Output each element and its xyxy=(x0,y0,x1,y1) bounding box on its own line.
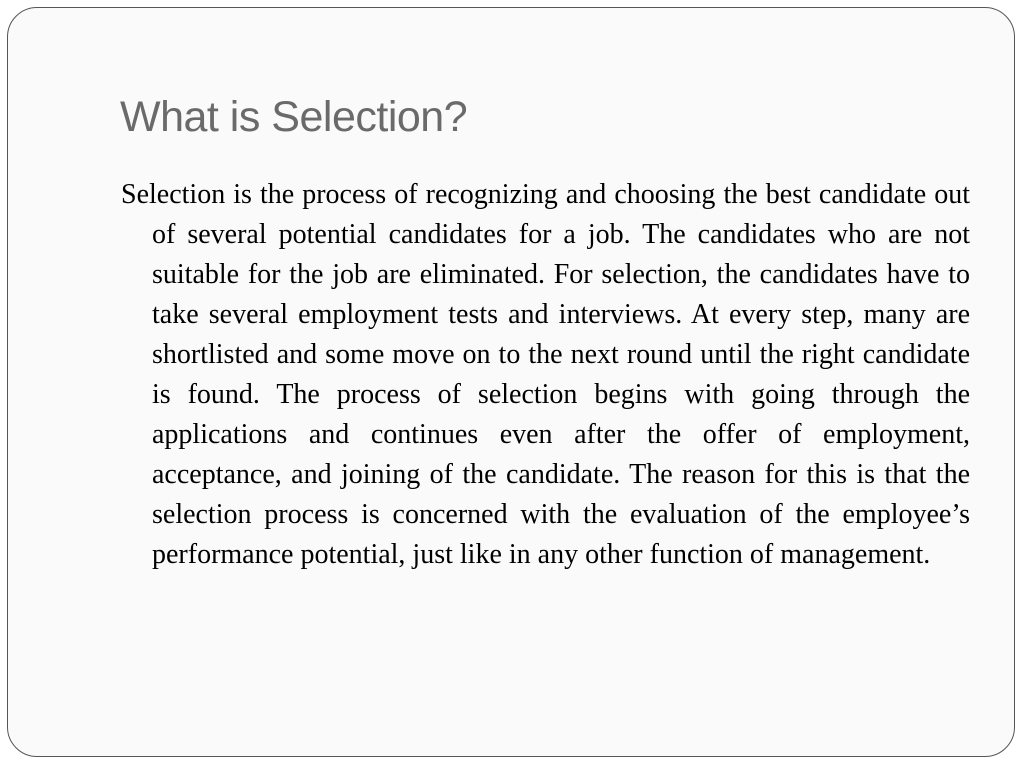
slide-body-text: Selection is the process of recognizing and choosing the best candidate out of several potential candidates for a job. The candidates who are not suitable for the job are eliminated. For selection, the candidates have to take several employment tests and interviews. At every step, many are shortlisted and some move on to the next round until the right candidate is found. The process of selection begins with going through the applications and continues even after the offer of employment, acceptance, and joining of the candidate. The reason for this is that the selection process is concerned with the evaluation of the employee’s performance potential, just like in any other function of management. xyxy=(121,179,970,570)
slide-frame xyxy=(7,7,1015,757)
slide-title: What is Selection? xyxy=(120,93,468,141)
